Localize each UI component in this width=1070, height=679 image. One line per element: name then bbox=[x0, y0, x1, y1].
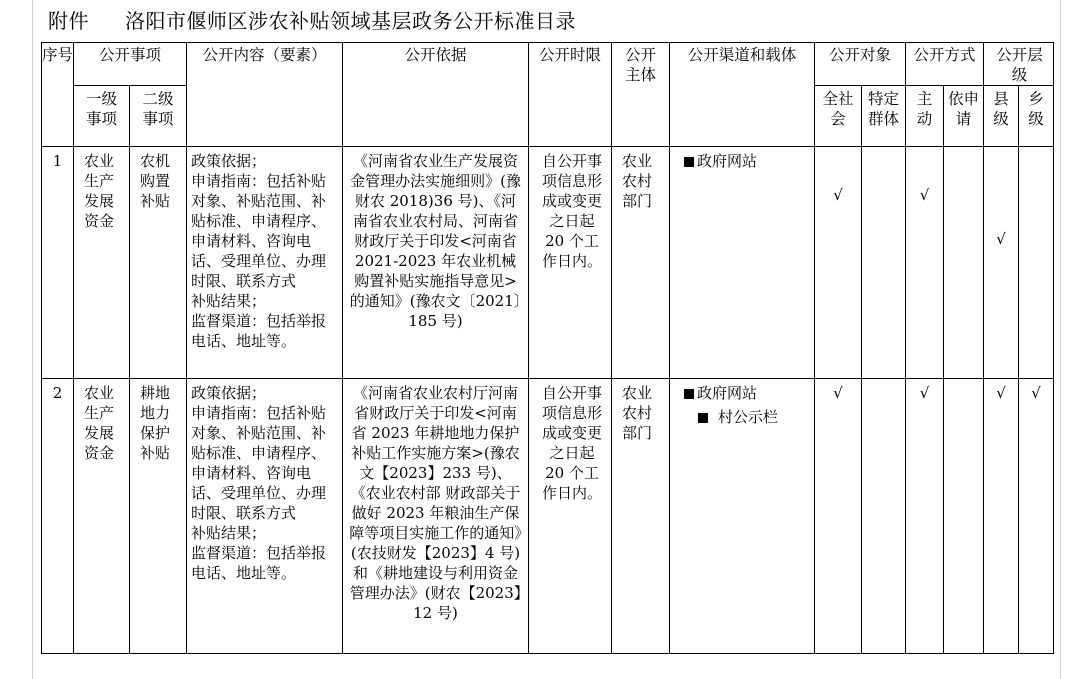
channel-item bbox=[684, 383, 814, 403]
header-level-town: 乡级 bbox=[1019, 86, 1054, 147]
header-level2: 二级事项 bbox=[130, 86, 187, 147]
header-level: 公开层级 bbox=[984, 43, 1054, 86]
row-target-group bbox=[862, 147, 906, 379]
channel-label: 村公示栏 bbox=[718, 408, 779, 426]
row-level1: 农业生产发展资金 bbox=[74, 379, 130, 654]
table-row bbox=[42, 379, 1054, 654]
attachment-label: 附件 bbox=[48, 9, 89, 33]
title-text: 洛阳市偃师区涉农补贴领域基层政务公开标准目录 bbox=[125, 9, 576, 33]
row-deadline: 自公开事项信息形成或变更之日起 20 个工作日内。 bbox=[529, 147, 612, 379]
square-bullet-icon bbox=[684, 389, 694, 399]
header-level-county: 县级 bbox=[984, 86, 1019, 147]
page-margin-left bbox=[32, 0, 33, 679]
row-level-county: √ bbox=[984, 147, 1019, 379]
row-deadline: 自公开事项信息形成或变更之日起 20 个工作日内。 bbox=[529, 379, 612, 654]
row-seq: 1 bbox=[42, 147, 74, 379]
header-subject: 公开主体 bbox=[612, 43, 670, 147]
header-row-1 bbox=[42, 43, 1054, 86]
channel-label: 政府网站 bbox=[697, 152, 758, 170]
header-basis: 公开依据 bbox=[343, 43, 529, 147]
header-seq bbox=[42, 43, 74, 147]
header-items: 公开事项 bbox=[74, 43, 187, 86]
header-mode-request: 依申请 bbox=[944, 86, 984, 147]
header-level1: 一级事项 bbox=[74, 86, 130, 147]
row-mode-request bbox=[944, 379, 984, 654]
row-mode-active: √ bbox=[906, 147, 944, 379]
row-content: 政策依据； 申请指南：包括补贴对象、补贴范围、补贴标准、申请程序、申请材料、咨询电话、受理单位、办理时限、联系方式 补贴结果； 监督渠道：包括举报电话、地址等。 bbox=[187, 147, 343, 379]
row-basis: 《河南省农业生产发展资金管理办法实施细则》(豫财农 2018)36 号)、《河南省农业农村局、河南省财政厅关于印发<河南省 2021-2023 年农业机械购置补贴实施指导意见>的通知》(豫农文〔2021〕185 号) bbox=[343, 147, 529, 379]
page-margin-right bbox=[1060, 0, 1061, 679]
row-subject: 农业农村部门 bbox=[612, 147, 670, 379]
square-bullet-icon bbox=[684, 157, 694, 167]
header-seq-label: 序号 bbox=[42, 46, 74, 64]
row-target-all: √ bbox=[815, 379, 862, 654]
header-target: 公开对象 bbox=[815, 43, 906, 86]
row-target-all: √ bbox=[815, 147, 862, 379]
document-title bbox=[48, 5, 576, 34]
row-level-county: √ bbox=[984, 379, 1019, 654]
row-subject: 农业农村部门 bbox=[612, 379, 670, 654]
row-content: 政策依据； 申请指南：包括补贴对象、补贴范围、补贴标准、申请程序、申请材料、咨询电话、受理单位、办理时限、联系方式 补贴结果； 监督渠道：包括举报电话、地址等。 bbox=[187, 379, 343, 654]
row-channels bbox=[670, 147, 815, 379]
header-target-all: 全社会 bbox=[815, 86, 862, 147]
row-level2: 农机购置补贴 bbox=[130, 147, 187, 379]
row-level-town bbox=[1019, 147, 1054, 379]
row-level1: 农业生产发展资金 bbox=[74, 147, 130, 379]
channel-item bbox=[684, 151, 814, 171]
row-seq: 2 bbox=[42, 379, 74, 654]
row-basis: 《河南省农业农村厅河南省财政厅关于印发<河南省 2023 年耕地地力保护补贴工作实施方案>(豫农文【2023】233 号)、《农业农村部 财政部关于做好 2023 年粮油生产保障等项目实施工作的通知》(农技财发【2023】4 号)和《耕地建设与利用资金管理办法》(财农【2023】12 号) bbox=[343, 379, 529, 654]
header-content: 公开内容（要素） bbox=[187, 43, 343, 147]
header-target-group: 特定群体 bbox=[862, 86, 906, 147]
header-deadline: 公开时限 bbox=[529, 43, 612, 147]
channel-item bbox=[684, 403, 814, 427]
square-bullet-icon bbox=[698, 413, 708, 423]
row-level-town: √ bbox=[1019, 379, 1054, 654]
row-mode-request bbox=[944, 147, 984, 379]
row-channels bbox=[670, 379, 815, 654]
header-mode: 公开方式 bbox=[906, 43, 984, 86]
row-target-group bbox=[862, 379, 906, 654]
channel-label: 政府网站 bbox=[697, 384, 758, 402]
header-channel: 公开渠道和载体 bbox=[670, 43, 815, 147]
table-row bbox=[42, 147, 1054, 379]
row-level2: 耕地地力保护补贴 bbox=[130, 379, 187, 654]
row-mode-active: √ bbox=[906, 379, 944, 654]
header-mode-active: 主动 bbox=[906, 86, 944, 147]
catalog-table bbox=[41, 42, 1054, 654]
